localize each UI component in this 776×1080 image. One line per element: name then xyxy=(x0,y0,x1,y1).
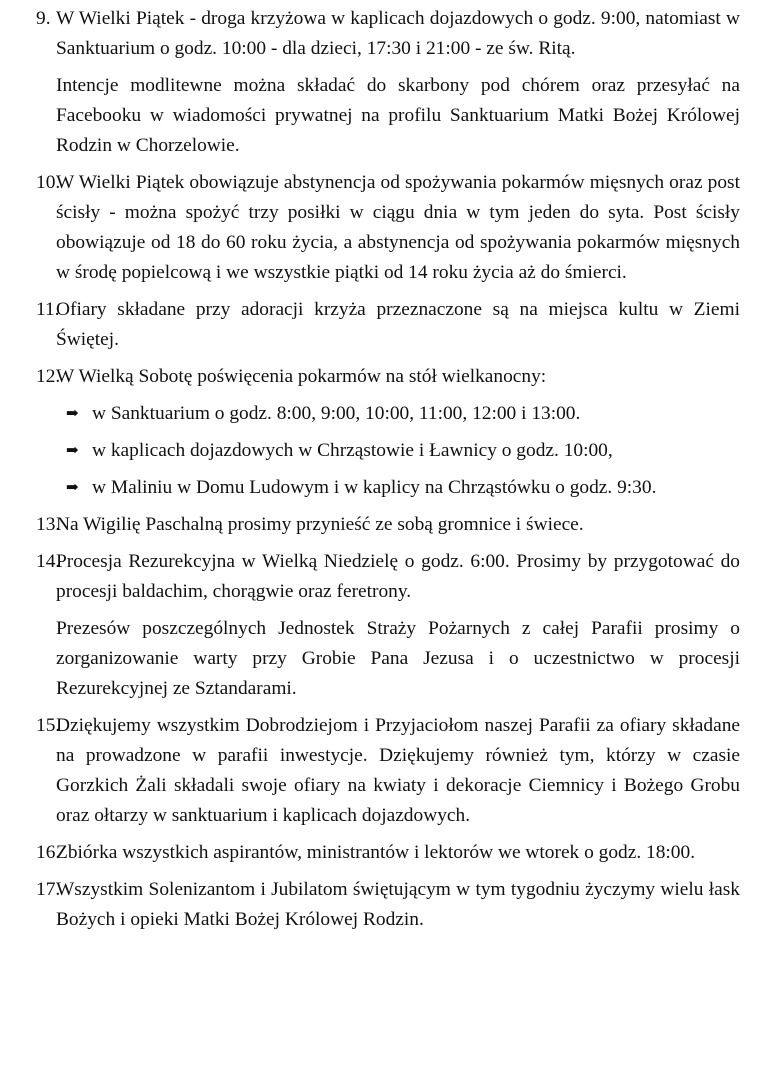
item-number: 13. xyxy=(36,514,61,535)
item-number: 14. xyxy=(36,551,61,572)
list-item xyxy=(56,399,740,429)
announcement-item-16 xyxy=(36,838,740,868)
item-number: 12. xyxy=(36,366,61,387)
item-paragraph: Procesja Rezurekcyjna w Wielką Niedzielę o godz. 6:00. Prosimy by przygotować do procesji baldachim, chorągwie oraz feretrony. xyxy=(56,551,740,602)
announcement-item-12 xyxy=(36,362,740,503)
item-paragraph: Dziękujemy wszystkim Dobrodziejom i Przyjaciołom naszej Parafii za ofiary składane na prowadzone w parafii inwestycje. Dziękujemy również tym, którzy w czasie Gorzkich Żali składali swoje ofiary na kwiaty i dekoracje Ciemnicy i Bożego Grobu oraz ołtarzy w sanktuarium i kaplicach dojazdowych. xyxy=(56,715,740,826)
arrow-right-icon: ➡ xyxy=(66,480,79,496)
item-paragraph: Prezesów poszczególnych Jednostek Straży Pożarnych z całej Parafii prosimy o zorganizowanie warty przy Grobie Pana Jezusa i o uczestnictwo w procesji Rezurekcyjnej ze Sztandarami. xyxy=(56,618,740,699)
announcement-item-14 xyxy=(36,547,740,704)
item-number: 15. xyxy=(36,715,61,736)
item-number: 17. xyxy=(36,879,61,900)
list-item-text: w kaplicach dojazdowych w Chrząstowie i Ławnicy o godz. 10:00, xyxy=(92,440,613,461)
item-number: 10. xyxy=(36,172,61,193)
list-item xyxy=(56,436,740,466)
list-item-text: w Sanktuarium o godz. 8:00, 9:00, 10:00, 11:00, 12:00 i 13:00. xyxy=(92,403,581,424)
blessing-times-list xyxy=(56,399,740,503)
list-item-text: w Maliniu w Domu Ludowym i w kaplicy na Chrząstówku o godz. 9:30. xyxy=(92,477,657,498)
announcement-item-10 xyxy=(36,168,740,288)
item-paragraph: Wszystkim Solenizantom i Jubilatom świętującym w tym tygodniu życzymy wielu łask Bożych i opieki Matki Bożej Królowej Rodzin. xyxy=(56,879,740,930)
item-paragraph: Zbiórka wszystkich aspirantów, ministrantów i lektorów we wtorek o godz. 18:00. xyxy=(56,842,696,863)
item-paragraph: Ofiary składane przy adoracji krzyża przeznaczone są na miejsca kultu w Ziemi Świętej. xyxy=(56,299,740,350)
arrow-right-icon: ➡ xyxy=(66,443,79,459)
announcement-item-17 xyxy=(36,875,740,935)
list-item xyxy=(56,473,740,503)
item-paragraph: Intencje modlitewne można składać do skarbony pod chórem oraz przesyłać na Facebooku w wiadomości prywatnej na profilu Sanktuarium Matki Bożej Królowej Rodzin w Chorzelowie. xyxy=(56,75,740,156)
announcement-item-9 xyxy=(36,4,740,161)
item-paragraph: Na Wigilię Paschalną prosimy przynieść ze sobą gromnice i świece. xyxy=(56,514,584,535)
item-number: 11. xyxy=(36,299,60,320)
item-number: 9. xyxy=(36,8,51,29)
announcement-item-11 xyxy=(36,295,740,355)
item-paragraph: W Wielką Sobotę poświęcenia pokarmów na stół wielkanocny: xyxy=(56,366,547,387)
item-number: 16. xyxy=(36,842,61,863)
announcement-item-13 xyxy=(36,510,740,540)
item-paragraph: W Wielki Piątek - droga krzyżowa w kaplicach dojazdowych o godz. 9:00, natomiast w Sanktuarium o godz. 10:00 - dla dzieci, 17:30 i 21:00 - ze św. Ritą. xyxy=(56,8,740,59)
item-paragraph: W Wielki Piątek obowiązuje abstynencja od spożywania pokarmów mięsnych oraz post ścisły - można spożyć trzy posiłki w ciągu dnia w tym jeden do syta. Post ścisły obowiązuje od 18 do 60 roku życia, a abstynencja od spożywania pokarmów mięsnych w środę popielcową i we wszystkie piątki od 14 roku życia aż do śmierci. xyxy=(56,172,740,283)
arrow-right-icon: ➡ xyxy=(66,406,79,422)
announcement-item-15 xyxy=(36,711,740,831)
